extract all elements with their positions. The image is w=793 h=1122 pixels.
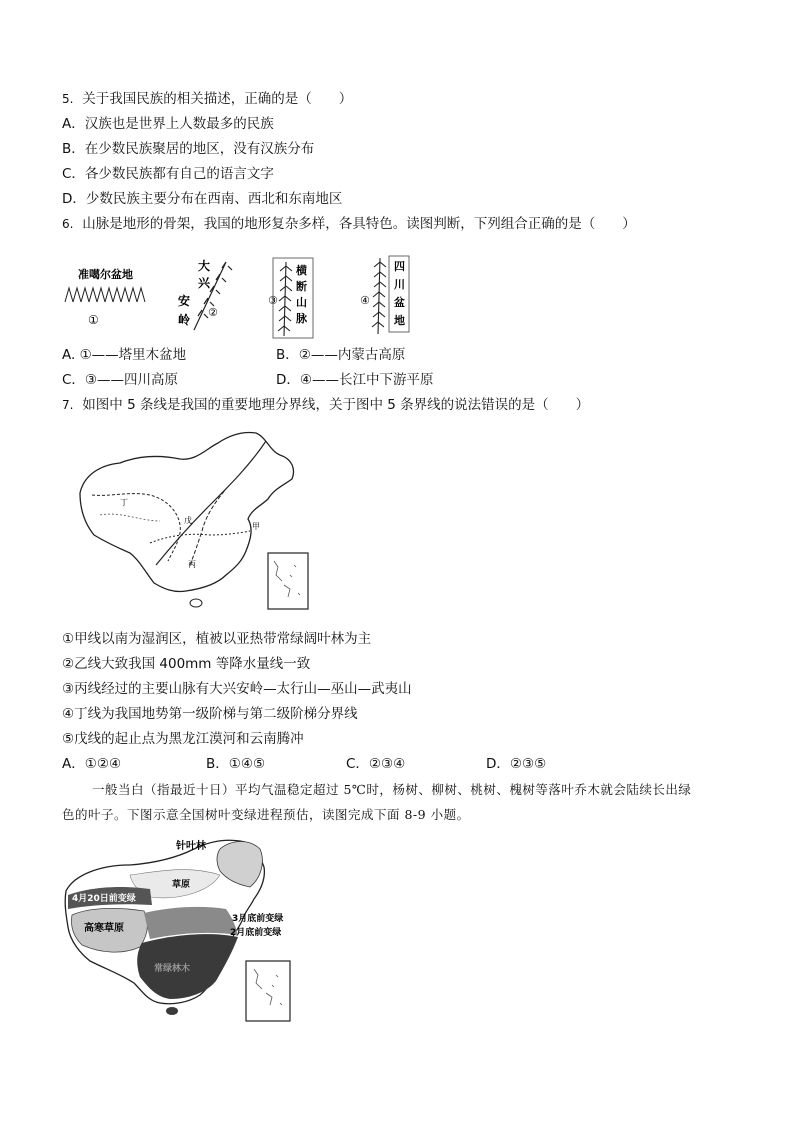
q6-m3-char-4: 脉 [296,312,307,325]
q7-statement-1: ①甲线以南为湿润区，植被以亚热带常绿阔叶林为主 [62,631,372,647]
q6-m3-char-3: 山 [296,296,307,309]
q7-label-ding: 丁 [120,498,128,507]
q7-statement-2: ②乙线大致我国 400mm 等降水量线一致 [62,656,311,672]
q6-m4-marker: ④ [360,294,370,307]
q7-line-bing [190,489,226,565]
q6-m4-char-4: 地 [394,314,405,327]
leaf-map-label-evergreen: 常绿林木 [154,964,191,974]
leaf-map-label-apr20: 4月20日前变绿 [72,894,136,904]
q7-statement-3: ③丙线经过的主要山脉有大兴安岭—太行山—巫山—武夷山 [62,681,412,697]
q7-boundary-map [70,425,320,615]
q6-m2-char-3: 安 [178,294,191,308]
q6-stem: 6. 山脉是地形的骨架，我国的地形复杂多样，各具特色。读图判断，下列组合正确的是（ ） [62,216,636,232]
q6-m2-char-1: 大 [198,259,211,273]
q7-option-d: D．②③⑤ [486,756,547,772]
leaf-map-label-feb-end: 2月底前变绿 [230,928,282,938]
q6-m3-char-2: 断 [296,280,307,293]
leaf-map-label-alpine: 高寒草原 [84,923,124,934]
q7-label-jia: 甲 [252,522,260,531]
q6-m2-char-4: 岭 [178,313,191,327]
q7-option-c: C．②③④ [346,756,406,772]
q6-m1-label: 准噶尔盆地 [78,268,133,281]
q5-option-a: A．汉族也是世界上人数最多的民族 [62,116,274,132]
q5-option-d: D．少数民族主要分布在西南、西北和东南地区 [62,191,343,207]
q6-mountain-figure [60,250,420,342]
leaf-map-label-mar-end: 3月底前变绿 [232,914,284,924]
q6-m1-marker: ① [88,313,99,327]
q7-statement-4: ④丁线为我国地势第一级阶梯与第二级阶梯分界线 [62,706,358,722]
leaf-map-label-conifer: 针叶林 [176,841,206,852]
q6-m4-char-1: 四 [394,260,405,273]
leaf-map-label-grassland: 草原 [172,880,191,890]
q7-label-wu: 戊 [184,516,192,525]
q7-stem: 7. 如图中 5 条线是我国的重要地理分界线，关于图中 5 条界线的说法错误的是（ ） [62,397,590,413]
q8-9-intro-line-2: 色的叶子。下图示意全国树叶变绿进程预估，读图完成下面 8-9 小题。 [62,807,470,822]
q6-m3-ridge-icon [278,262,292,336]
q6-option-a: A. ①——塔里木盆地 [62,347,187,363]
q5-option-c: C．各少数民族都有自己的语言文字 [62,166,274,182]
leaf-map-south-sea-inset [246,961,290,1021]
q6-option-d: D．④——长江中下游平原 [276,372,434,388]
q6-m2-char-2: 兴 [198,276,211,290]
q7-china-outline [80,432,294,591]
q6-m1-mountains-icon [65,288,145,302]
q6-m4-char-2: 川 [394,278,405,291]
q7-statement-5: ⑤戊线的起止点为黑龙江漠河和云南腾冲 [62,731,304,747]
q6-m4-char-3: 盆 [394,296,405,309]
q7-line-wu [156,441,266,565]
q6-option-c: C．③——四川高原 [62,372,179,388]
q6-m3-marker: ③ [268,294,278,307]
q6-m4-ridge-icon [372,258,386,334]
q7-label-bing: 丙 [188,560,196,569]
leaf-greening-map [60,835,310,1025]
q6-option-b: B．②——内蒙古高原 [276,347,406,363]
q7-option-b: B．①④⑤ [206,756,266,772]
q6-m2-marker: ② [208,306,218,319]
q7-option-a: A．①②④ [62,756,122,772]
q5-option-b: B．在少数民族聚居的地区，没有汉族分布 [62,141,315,157]
q5-stem: 5. 关于我国民族的相关描述，正确的是（ ） [62,91,353,107]
q7-line-jia [150,531,250,543]
q8-9-intro-line-1: 一般当白（指最近十日）平均气温稳定超过 5℃时，杨树、柳树、桃树、槐树等落叶乔木就会陆续长出绿 [92,782,692,797]
q6-m3-char-1: 横 [296,264,307,277]
